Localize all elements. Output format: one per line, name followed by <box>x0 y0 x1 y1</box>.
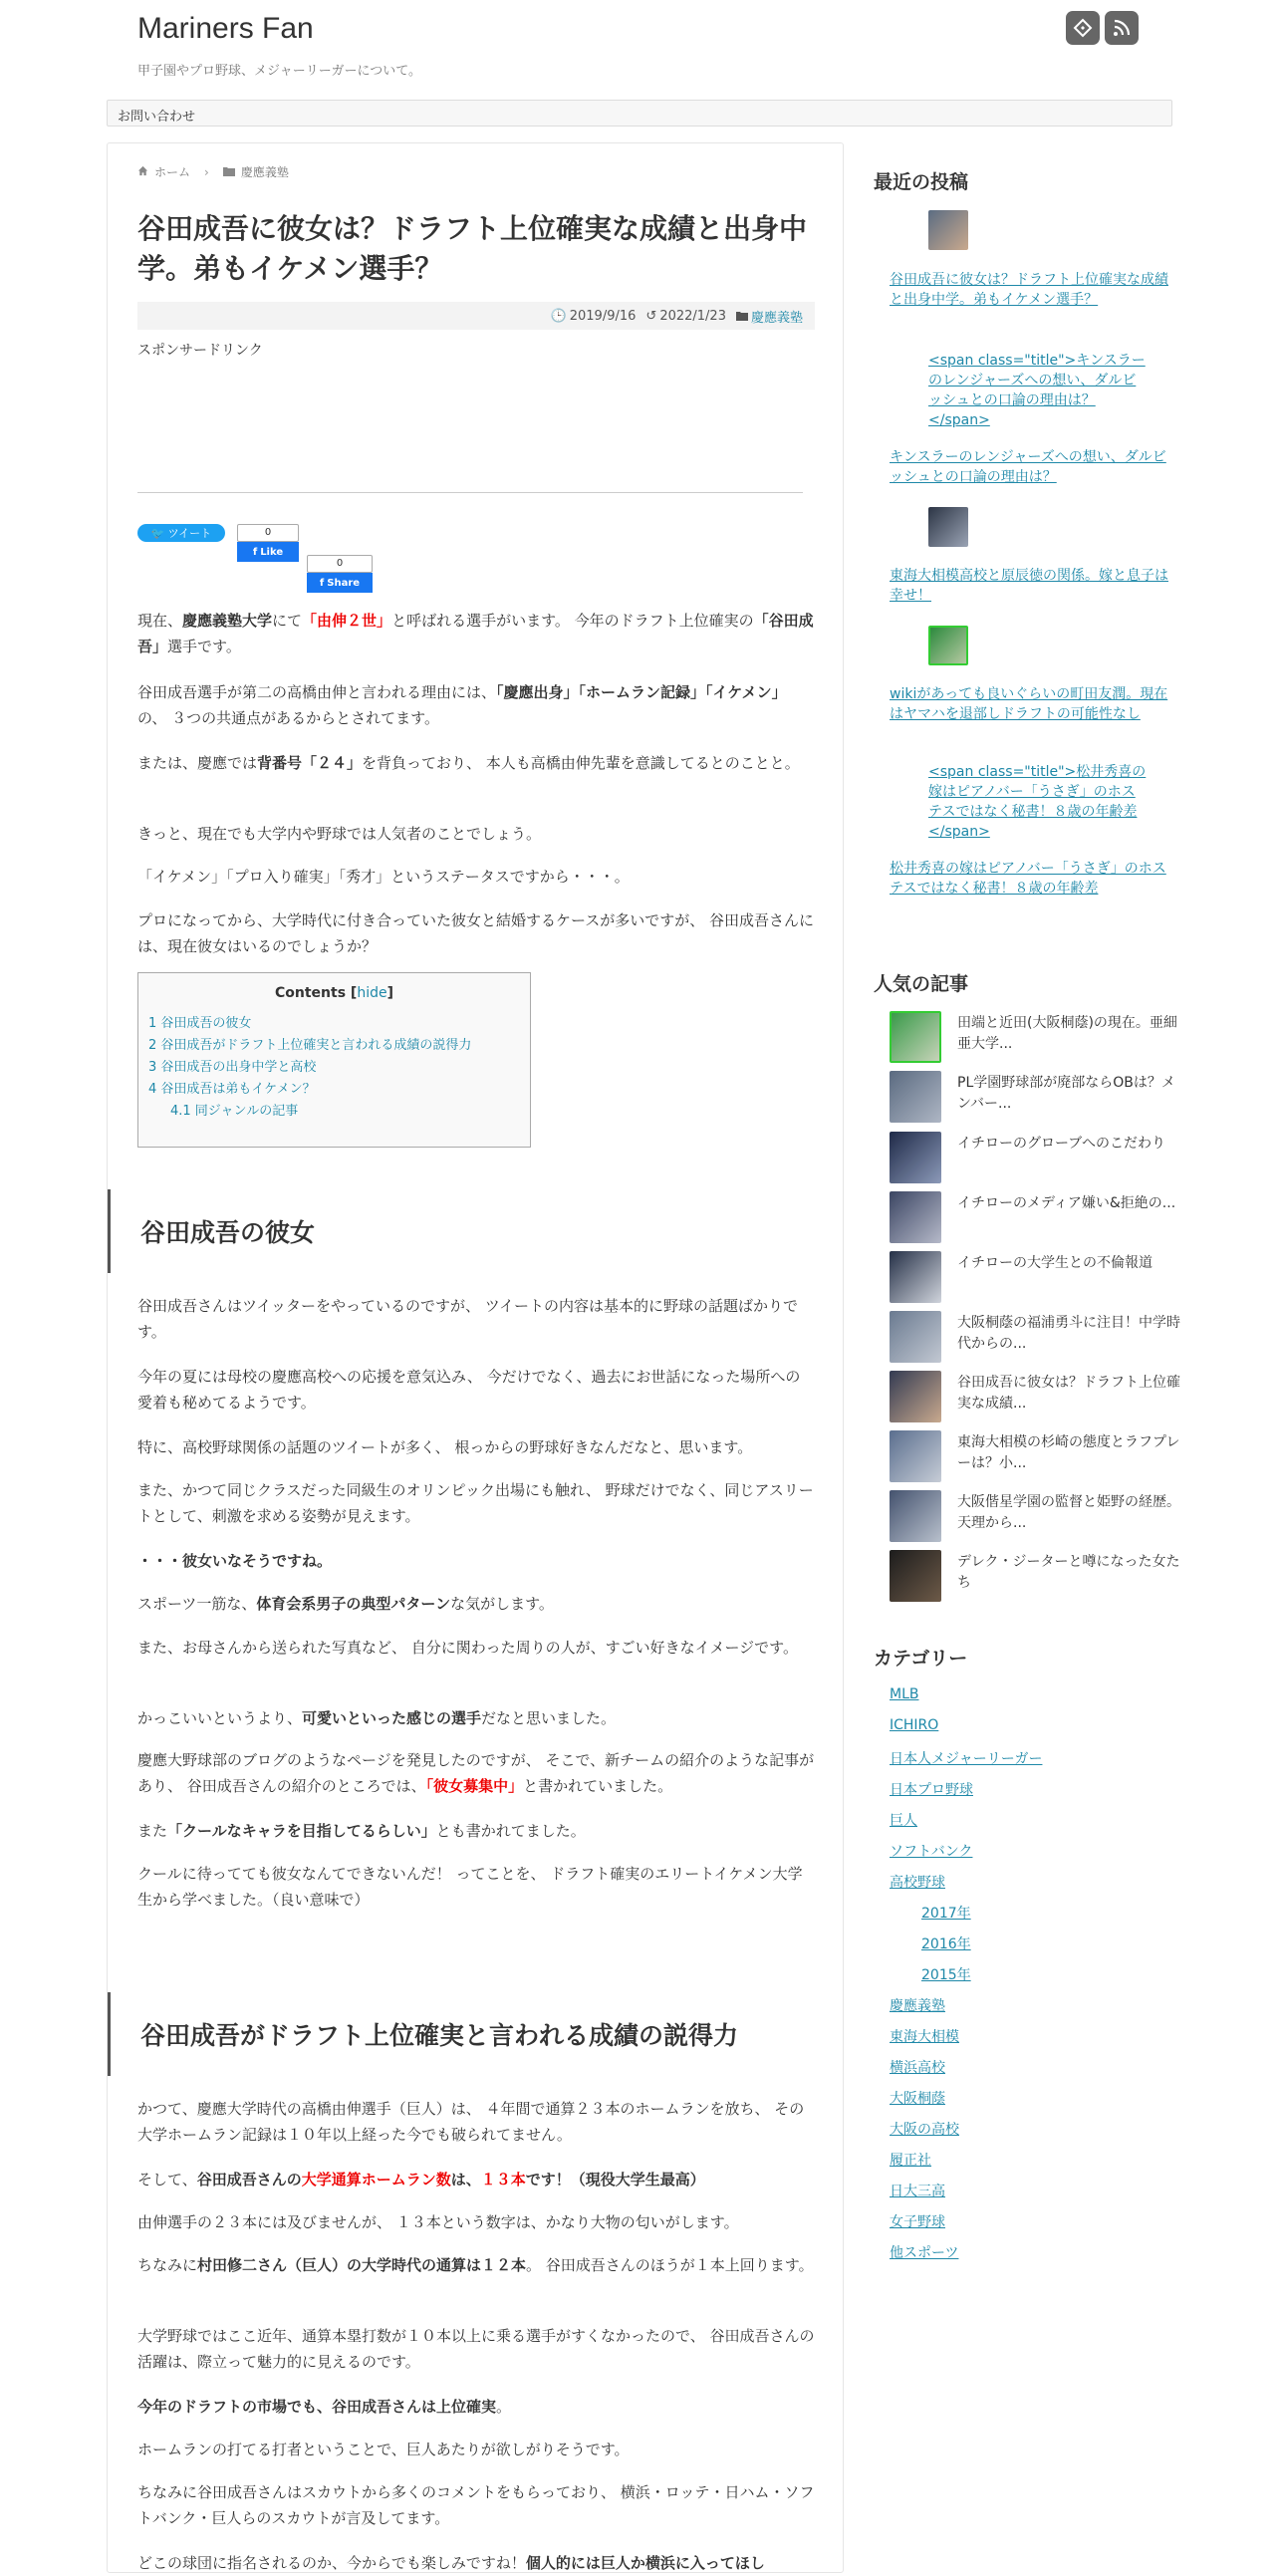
twitter-icon: 🐦 <box>150 526 165 540</box>
post-thumbnail <box>890 1011 941 1063</box>
text: を背負っており、 本人も高橋由伸先輩を意識してるとのことと。 <box>362 754 800 772</box>
popular-post-title: 東海大相模の杉崎の態度とラフプレーは？小... <box>957 1434 1180 1471</box>
popular-post[interactable] <box>890 1371 1188 1422</box>
paragraph <box>137 679 815 731</box>
text: にて <box>272 612 303 630</box>
section-heading: 谷田成吾の彼女 <box>108 1189 843 1273</box>
site-title[interactable]: Mariners Fan <box>137 12 314 45</box>
popular-post-title: イチローのグローブへのこだわり <box>957 1136 1166 1152</box>
paragraph <box>137 608 815 659</box>
clock-icon: 🕒 <box>550 308 567 324</box>
text: の、 ３つの共通点があるからとされてます。 <box>137 709 439 727</box>
text: 選手です。 <box>167 638 241 655</box>
post-thumbnail <box>890 1191 941 1243</box>
text: と呼ばれる選手がいます。 今年のドラフト上位確実の <box>391 612 754 630</box>
category-link[interactable]: 東海大相模 <box>890 2029 959 2045</box>
folder-icon <box>223 165 235 179</box>
recent-post-link[interactable]: 谷田成吾に彼女は？ドラフト上位確実な成績と出身中学。弟もイケメン選手？ <box>890 272 1168 308</box>
paragraph <box>137 1591 815 1617</box>
category-link[interactable]: 日大三高 <box>890 2184 945 2199</box>
category-link[interactable]: 日本プロ野球 <box>890 1782 973 1798</box>
post-thumbnail[interactable] <box>928 507 968 547</box>
paragraph <box>137 2550 815 2576</box>
text-red: １３本 <box>480 2171 526 2189</box>
recent-post-broken-image-link[interactable]: <span class="title">キンスラーのレンジャーズへの想い、ダルビッシュとの口論の理由は？</span> <box>928 353 1146 428</box>
article-category-link[interactable]: 慶應義塾 <box>750 310 803 326</box>
tweet-label: ツイート <box>167 527 212 540</box>
breadcrumb-separator: › <box>204 164 209 179</box>
paragraph <box>137 2394 815 2420</box>
text-bold: 谷田成吾さんの <box>196 2171 302 2189</box>
toc-item[interactable]: 3 谷田成吾の出身中学と高校 <box>148 1060 317 1075</box>
paragraph: きっと、現在でも大学内や野球では人気者のことでしょう。 <box>137 825 542 843</box>
post-thumbnail[interactable] <box>928 210 968 250</box>
popular-post[interactable] <box>890 1490 1188 1542</box>
post-thumbnail <box>890 1132 941 1183</box>
text-bold: 村田修二さん（巨人）の大学時代の通算は１２本 <box>197 2256 527 2274</box>
paragraph: 谷田成吾さんはツイッターをやっているのですが、 ツイートの内容は基本的に野球の話題ばかりです。 <box>137 1297 798 1341</box>
category-link[interactable]: 他スポーツ <box>890 2245 959 2261</box>
paragraph: ホームランの打てる打者ということで、巨人あたりが欲しがりそうです。 <box>137 2441 630 2458</box>
text: または、慶應では <box>137 754 258 772</box>
category-link[interactable]: 履正社 <box>890 2153 931 2169</box>
share-label: Share <box>327 577 361 589</box>
paragraph: 今年の夏には母校の慶應高校への応援を意気込み、 今だけでなく、過去にお世話になった場所への愛着も秘めてるようです。 <box>137 1368 801 1412</box>
recent-post-broken-image-link[interactable]: <span class="title">松井秀喜の嫁はピアノバー「うさぎ」のホステスではなく秘書！８歳の年齢差</span> <box>928 764 1147 840</box>
text-bold: 体育会系男子の典型パターン <box>256 1595 451 1613</box>
home-icon <box>137 165 148 179</box>
toc-toggle[interactable]: hide <box>357 985 387 1001</box>
post-thumbnail <box>890 1311 941 1363</box>
popular-posts-title: 人気の記事 <box>874 973 969 995</box>
recent-post-link[interactable]: wikiがあっても良いぐらいの町田友潤。現在はヤマハを退部しドラフトの可能性なし <box>890 686 1168 722</box>
popular-post[interactable] <box>890 1191 1188 1243</box>
popular-post-title: イチローのメディア嫌い&拒絶の... <box>957 1195 1176 1211</box>
text-bold: 可愛いといった感じの選手 <box>302 1709 482 1727</box>
text: と書かれていました。 <box>523 1777 673 1795</box>
post-thumbnail <box>890 1251 941 1303</box>
text-red: 大学通算ホームラン数 <box>301 2171 451 2189</box>
toc-title-text: Contents <box>275 985 347 1001</box>
nav-contact[interactable]: お問い合わせ <box>118 110 196 125</box>
like-label: Like <box>260 546 284 558</box>
rss-icon[interactable] <box>1105 11 1139 45</box>
text: また <box>137 1822 168 1840</box>
paragraph <box>137 1818 815 1844</box>
category-link[interactable]: 2017年 <box>921 1906 971 1922</box>
text: かっこいいというより、 <box>137 1709 303 1727</box>
paragraph: 大学野球ではここ近年、通算本塁打数が１０本以上に乗る選手がすくなかったので、 谷田成吾さんの活躍は、際立って魅力的に見えるのです。 <box>137 2327 815 2371</box>
popular-post-title: PL学園野球部が廃部ならOBは？メンバー... <box>957 1075 1175 1112</box>
post-thumbnail[interactable] <box>928 626 968 665</box>
article-meta <box>137 302 815 330</box>
category-link[interactable]: 大阪の高校 <box>890 2122 959 2138</box>
text-bold: 背番号「２４」 <box>257 754 363 772</box>
recent-posts-title: 最近の投稿 <box>874 171 969 193</box>
text: 。 <box>496 2398 512 2416</box>
category-link[interactable]: 高校野球 <box>890 1875 945 1891</box>
popular-post[interactable] <box>890 1311 1188 1363</box>
paragraph: また、かつて同じクラスだった同級生のオリンピック出場にも触れ、 野球だけでなく、同じアスリートとして、刺激を求める姿勢が見えます。 <box>137 1481 814 1525</box>
text: スポーツ一筋な、 <box>137 1595 257 1613</box>
popular-post[interactable] <box>890 1132 1188 1183</box>
text-bold: 「谷田成吾」 <box>137 612 814 655</box>
category-link[interactable]: ソフトバンク <box>890 1844 973 1860</box>
category-link[interactable]: 2016年 <box>921 1936 971 1952</box>
popular-post-title: 大阪偕星学園の監督と姫野の経歴。天理から... <box>957 1494 1180 1531</box>
sponsor-label: スポンサードリンク <box>137 343 263 359</box>
paragraph <box>137 750 815 776</box>
category-link[interactable]: 大阪桐蔭 <box>890 2091 945 2107</box>
popular-post-title: デレク・ジーターと噂になった女たち <box>957 1554 1180 1591</box>
popular-post[interactable] <box>890 1011 1188 1063</box>
like-bar <box>237 542 299 562</box>
category-link[interactable]: MLB <box>890 1686 919 1702</box>
recent-post-link[interactable]: 松井秀喜の嫁はピアノバー「うさぎ」のホステスではなく秘書！８歳の年齢差 <box>890 861 1166 897</box>
text: どこの球団に指名されるのか、今からでも楽しみですね！ <box>137 2554 526 2572</box>
breadcrumb <box>137 163 289 180</box>
category-link[interactable]: 巨人 <box>890 1813 917 1829</box>
text: だなと思いました。 <box>481 1709 617 1727</box>
share-count: 0 <box>307 555 373 573</box>
facebook-share-button[interactable] <box>307 555 373 593</box>
category-link[interactable]: 女子野球 <box>890 2214 945 2230</box>
popular-post-title: 大阪桐蔭の福浦勇斗に注目！中学時代からの... <box>957 1315 1180 1352</box>
paragraph: また、お母さんから送られた写真など、 自分に関わった周りの人が、すごい好きなイメージです。 <box>137 1639 798 1657</box>
popular-post[interactable] <box>890 1430 1188 1482</box>
text-red: 「彼女募集中」 <box>425 1777 524 1795</box>
popular-post[interactable] <box>890 1071 1188 1123</box>
text-bold: 慶應義塾大学 <box>182 612 273 630</box>
main-content <box>107 142 844 2573</box>
site-header <box>0 0 1279 100</box>
post-thumbnail <box>890 1371 941 1422</box>
text: 。 谷田成吾さんのほうが１本上回ります。 <box>526 2256 814 2274</box>
divider <box>137 492 803 493</box>
text: な気がします。 <box>450 1595 554 1613</box>
post-thumbnail <box>890 1430 941 1482</box>
paragraph: かつて、慶應大学時代の高橋由伸選手（巨人）は、 ４年間で通算２３本のホームランを放ち、 その大学ホームラン記録は１０年以上経った今でも破られてません。 <box>137 2100 805 2144</box>
text-bold: です！（現役大学生最高） <box>525 2171 705 2189</box>
text-bold: 今年のドラフトの市場でも、谷田成吾さんは上位確実 <box>137 2398 497 2416</box>
text: 現在、 <box>137 612 183 630</box>
category-link[interactable]: 日本人メジャーリーガー <box>890 1751 1043 1767</box>
toc-item[interactable]: 4 谷田成吾は弟もイケメン？ <box>148 1082 316 1097</box>
toc-item[interactable]: 2 谷田成吾がドラフト上位確実と言われる成績の説得力 <box>148 1038 472 1053</box>
post-thumbnail <box>890 1071 941 1123</box>
categories-title: カテゴリー <box>874 1648 968 1670</box>
paragraph: 「イケメン」「プロ入り確実」「秀才」というステータスですから・・・。 <box>137 868 630 886</box>
popular-post-title: 谷田成吾に彼女は？ドラフト上位確実な成績... <box>957 1375 1180 1412</box>
paragraph: プロになってから、大学時代に付き合っていた彼女と結婚するケースが多いですが、 谷田成吾さんには、現在彼女はいるのでしょうか？ <box>137 911 815 955</box>
popular-post[interactable] <box>890 1251 1188 1303</box>
section-heading: 谷田成吾がドラフト上位確実と言われる成績の説得力 <box>108 1992 843 2076</box>
post-thumbnail <box>890 1490 941 1542</box>
category-link[interactable]: 2015年 <box>921 1967 971 1983</box>
paragraph <box>137 1747 815 1799</box>
facebook-icon: f <box>319 577 325 589</box>
text-bold: は、 <box>450 2171 481 2189</box>
text-bold: 個人的には巨人か横浜に入ってほし <box>525 2554 765 2572</box>
text-red: 「由伸２世」 <box>302 612 392 630</box>
tweet-button[interactable] <box>137 524 225 542</box>
paragraph: 特に、高校野球関係の話題のツイートが多く、 根っからの野球好きなんだなと、思います。 <box>137 1438 753 1456</box>
article-title: 谷田成吾に彼女は？ドラフト上位確実な成績と出身中学。弟もイケメン選手？ <box>137 212 808 285</box>
breadcrumb-category[interactable]: 慶應義塾 <box>240 165 289 179</box>
history-icon: ↺ <box>645 308 657 324</box>
popular-post[interactable] <box>890 1550 1188 1602</box>
recent-post-link[interactable]: 東海大相模高校と原辰徳の関係。嫁と息子は幸せ！ <box>890 568 1168 604</box>
text: 慶應大野球部のブログのようなページを発見したのですが、 そこで、新チームの紹介のような記事があり、 谷田成吾さんの紹介のところでは、 <box>137 1751 815 1795</box>
text: そして、 <box>137 2171 197 2189</box>
updated-date-text: 2022/1/23 <box>659 308 726 324</box>
paragraph: クールに待ってても彼女なんてできないんだ！ ってことを、 ドラフト確実のエリートイケメン大学生から学べました。（良い意味で） <box>137 1865 803 1909</box>
category-link[interactable]: ICHIRO <box>890 1717 939 1733</box>
published-date-text: 2019/9/16 <box>569 308 637 324</box>
paragraph-bold: ・・・彼女いなそうですね。 <box>137 1552 333 1570</box>
facebook-icon: f <box>252 546 258 558</box>
text: とも書かれてました。 <box>435 1822 586 1840</box>
text: 谷田成吾選手が第二の高橋由伸と言われる理由には、 <box>137 683 497 701</box>
text: ちなみに <box>137 2256 198 2274</box>
table-of-contents <box>137 972 531 1148</box>
paragraph <box>137 1705 815 1731</box>
category-link[interactable]: 横浜高校 <box>890 2060 945 2076</box>
like-count: 0 <box>237 524 299 542</box>
share-bar <box>307 573 373 593</box>
recent-post-link[interactable]: キンスラーのレンジャーズへの想い、ダルビッシュとの口論の理由は？ <box>890 449 1166 485</box>
updated-date <box>645 309 726 324</box>
breadcrumb-home[interactable]: ホーム <box>154 165 191 179</box>
text-bold: 「クールなキャラを目指してるらしい」 <box>167 1822 436 1840</box>
post-thumbnail <box>890 1550 941 1602</box>
paragraph: 由伸選手の２３本には及びませんが、 １３本という数字は、かなり大物の匂いがします。 <box>137 2213 739 2231</box>
popular-post-title: イチローの大学生との不倫報道 <box>957 1255 1152 1271</box>
popular-post-title: 田端と近田(大阪桐蔭)の現在。亜細亜大学... <box>957 1015 1177 1052</box>
global-nav <box>107 100 1172 127</box>
text-bold: 「慶應出身」「ホームラン記録」「イケメン」 <box>496 683 787 701</box>
site-description: 甲子園やプロ野球、メジャーリーガーについて。 <box>137 64 421 79</box>
toc-item[interactable]: 4.1 同ジャンルの記事 <box>170 1104 299 1119</box>
published-date <box>551 309 637 324</box>
facebook-like-button[interactable] <box>237 524 299 562</box>
article-category <box>736 307 803 326</box>
toc-item[interactable]: 1 谷田成吾の彼女 <box>148 1016 252 1031</box>
folder-icon <box>736 311 748 321</box>
paragraph: ちなみに谷田成吾さんはスカウトから多くのコメントをもらっており、 横浜・ロッテ・日ハム・ソフトバンク・巨人らのスカウトが言及してます。 <box>137 2483 815 2527</box>
paragraph <box>137 2252 815 2278</box>
paragraph <box>137 2167 815 2192</box>
category-link[interactable]: 慶應義塾 <box>890 1998 945 2014</box>
feedly-icon[interactable] <box>1066 11 1100 45</box>
toc-title: Contents [hide] <box>275 985 393 1001</box>
